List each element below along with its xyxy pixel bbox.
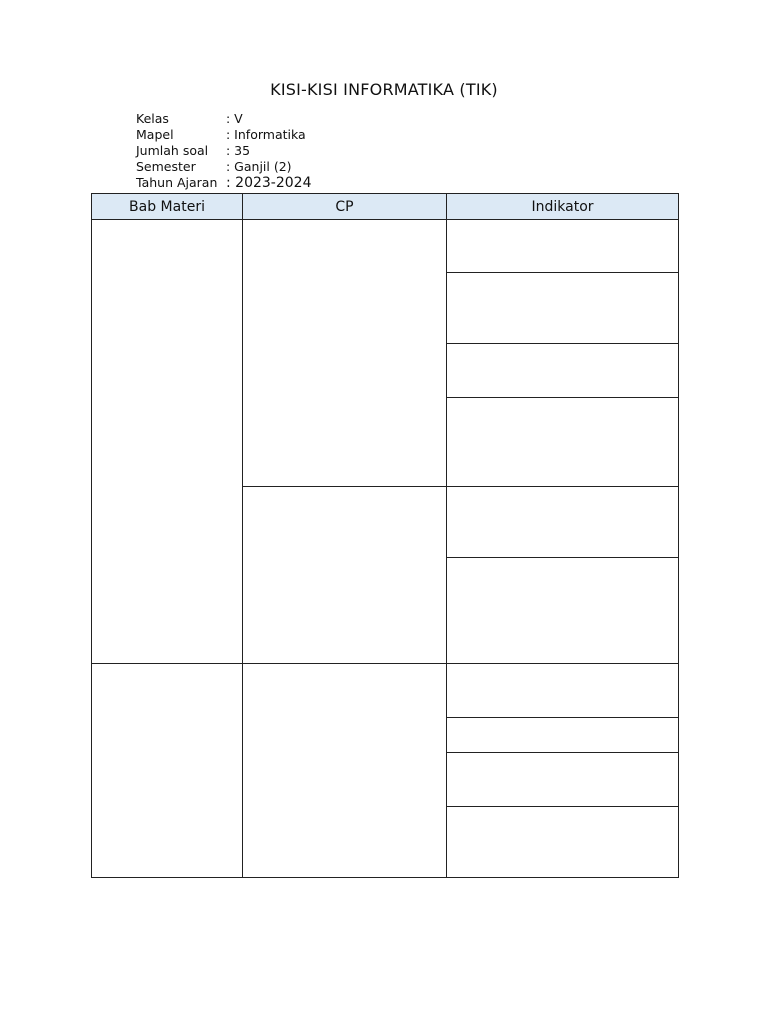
meta-value: : Informatika (226, 127, 306, 142)
cell-cp[interactable] (243, 487, 447, 664)
meta-label: Tahun Ajaran (136, 175, 218, 190)
meta-info (136, 111, 311, 191)
meta-label: Kelas (136, 111, 169, 126)
table-row (92, 664, 679, 718)
page-title: KISI-KISI INFORMATIKA (TIK) (270, 80, 498, 99)
cell-indikator[interactable] (447, 718, 679, 753)
meta-value: : V (226, 111, 243, 126)
meta-row-kelas (136, 111, 311, 127)
meta-label: Mapel (136, 127, 174, 142)
meta-row-tahun-ajaran (136, 175, 311, 191)
cell-bab-materi[interactable] (92, 664, 243, 878)
header-bab-materi: Bab Materi (92, 194, 243, 220)
meta-label: Jumlah soal (136, 143, 209, 158)
header-cp: CP (243, 194, 447, 220)
cell-indikator[interactable] (447, 558, 679, 664)
meta-label: Semester (136, 159, 196, 174)
cell-indikator[interactable] (447, 273, 679, 344)
cell-bab-materi[interactable] (92, 220, 243, 664)
cell-cp[interactable] (243, 220, 447, 487)
cell-indikator[interactable] (447, 398, 679, 487)
cell-indikator[interactable] (447, 344, 679, 398)
meta-value: : 35 (226, 143, 251, 158)
meta-value: : Ganjil (2) (226, 159, 292, 174)
cell-indikator[interactable] (447, 753, 679, 807)
meta-row-jumlah-soal (136, 143, 311, 159)
cell-indikator[interactable] (447, 487, 679, 558)
meta-value: : 2023-2024 (226, 175, 312, 191)
header-indikator: Indikator (447, 194, 679, 220)
kisi-kisi-table (91, 193, 679, 878)
meta-row-semester (136, 159, 311, 175)
table-header-row (92, 194, 679, 220)
cell-cp[interactable] (243, 664, 447, 878)
meta-row-mapel (136, 127, 311, 143)
cell-indikator[interactable] (447, 807, 679, 878)
table-row (92, 220, 679, 273)
cell-indikator[interactable] (447, 664, 679, 718)
cell-indikator[interactable] (447, 220, 679, 273)
